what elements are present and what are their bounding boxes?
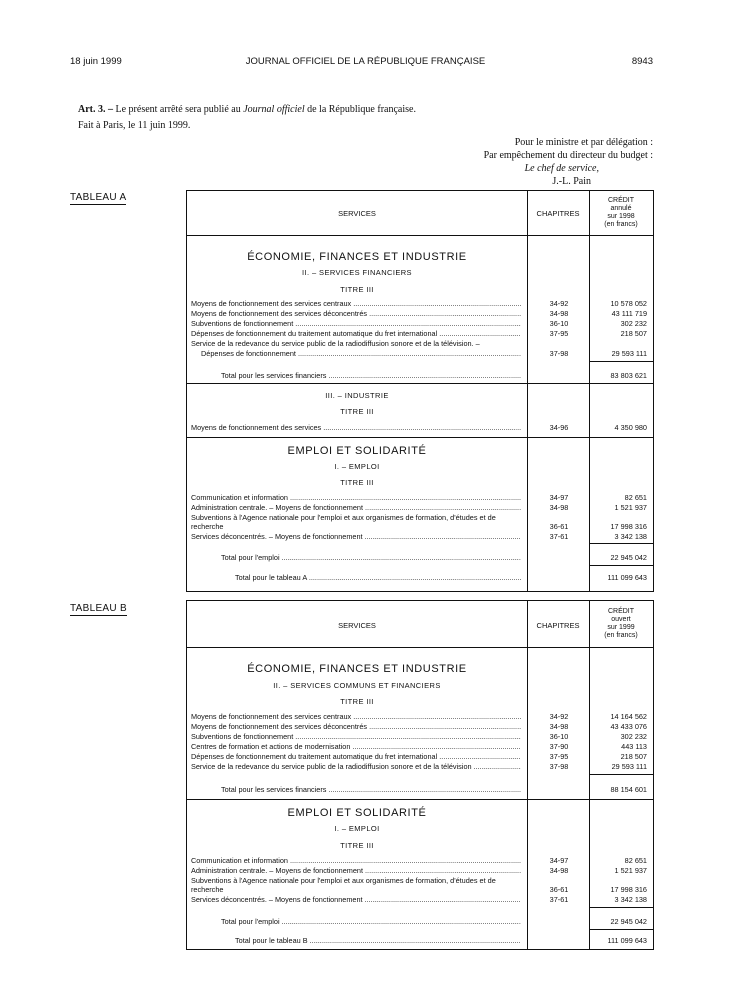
- amount-cell: 29 593 111: [611, 349, 647, 358]
- tableau-b-label: TABLEAU B: [70, 603, 127, 614]
- table-row: Subventions à l'Agence nationale pour l'emploi et aux organismes de formation, d'études et de recherche: [191, 876, 496, 894]
- section-title: II. – SERVICES COMMUNS ET FINANCIERS: [273, 681, 441, 690]
- chapter-cell: 37-61: [549, 532, 569, 541]
- total-label: Total pour les services financiers .....: [221, 785, 521, 794]
- table-row: Centres de formation et actions de modernisation .....: [191, 742, 521, 751]
- chapter-cell: 36-61: [549, 885, 569, 894]
- article-body-end: de la République française.: [307, 104, 416, 115]
- amount-cell: 17 998 316: [610, 522, 647, 531]
- amount-cell: 1 521 937: [614, 503, 647, 512]
- col-services: SERVICES: [338, 621, 376, 630]
- chapter-cell: 34-98: [549, 309, 569, 318]
- col-chapitres: CHAPITRES: [536, 209, 580, 218]
- amount-cell: 3 342 138: [614, 532, 647, 541]
- amount-cell: 218 507: [620, 752, 647, 761]
- article-body: Le présent arrêté sera publié au: [115, 104, 241, 115]
- table-row: Dépenses de fonctionnement du traitement automatique du fret international .....: [191, 329, 521, 338]
- signature-line-2: Par empêchement du directeur du budget :: [483, 150, 653, 161]
- titre-label: TITRE III: [340, 841, 374, 850]
- total-amount: 83 803 621: [610, 371, 647, 380]
- signature-block: [484, 136, 653, 188]
- grand-total-amount: 111 099 643: [607, 936, 647, 945]
- total-label: Total pour l'emploi .....: [221, 553, 521, 562]
- section-title: III. – INDUSTRIE: [325, 391, 389, 400]
- col-credit: CRÉDIT annulé sur 1998 (en francs): [604, 197, 638, 228]
- amount-cell: 82 651: [624, 493, 647, 502]
- chapter-cell: 34-92: [549, 712, 569, 721]
- total-label: Total pour les services financiers .....: [221, 371, 521, 380]
- total-amount: 22 945 042: [610, 917, 647, 926]
- chapter-cell: 37-98: [549, 349, 569, 358]
- chapter-cell: 36-61: [549, 522, 569, 531]
- titre-label: TITRE III: [340, 478, 374, 487]
- tableau-a-label: TABLEAU A: [70, 192, 127, 203]
- table-row: Communication et information .....: [191, 493, 521, 502]
- amount-cell: 10 578 052: [610, 299, 647, 308]
- table-row: Moyens de fonctionnement des services déconcentrés .....: [191, 309, 521, 318]
- article-done: Fait à Paris, le 11 juin 1999.: [78, 120, 191, 131]
- page-number: 8943: [631, 56, 653, 67]
- col-chapitres: CHAPITRES: [536, 621, 580, 630]
- amount-cell: 3 342 138: [614, 895, 647, 904]
- amount-cell: 29 593 111: [611, 762, 647, 771]
- total-label: Total pour l'emploi .....: [221, 917, 521, 926]
- chapter-cell: 36-10: [549, 732, 569, 741]
- article-text: [78, 104, 416, 115]
- col-services: SERVICES: [338, 209, 376, 218]
- amount-cell: 82 651: [624, 856, 647, 865]
- chapter-cell: 36-10: [549, 319, 569, 328]
- amount-cell: 14 164 562: [610, 712, 647, 721]
- article-journal: Journal officiel: [243, 104, 305, 115]
- amount-cell: 17 998 316: [610, 885, 647, 894]
- signature-line-3: Le chef de service,: [524, 163, 599, 174]
- table-row: Administration centrale. – Moyens de fonctionnement .....: [191, 866, 521, 875]
- chapter-cell: 37-95: [549, 752, 569, 761]
- titre-label: TITRE III: [340, 285, 374, 294]
- table-row: Moyens de fonctionnement des services .....: [191, 423, 521, 432]
- col-credit: CRÉDIT ouvert sur 1999 (en francs): [604, 608, 638, 639]
- amount-cell: 218 507: [620, 329, 647, 338]
- table-row: Service de la redevance du service public de la radiodiffusion sonore et de la télévision .....: [191, 762, 521, 771]
- table-row: Dépenses de fonctionnement du traitement automatique du fret international .....: [191, 752, 521, 761]
- chapter-cell: 34-98: [549, 866, 569, 875]
- header-date: 18 juin 1999: [70, 56, 122, 67]
- chapter-cell: 34-96: [549, 423, 569, 432]
- amount-cell: 1 521 937: [614, 866, 647, 875]
- article-label: Art. 3. –: [78, 104, 113, 115]
- table-row: Communication et information .....: [191, 856, 521, 865]
- grand-total-label: Total pour le tableau A .....: [235, 573, 521, 582]
- ministry-title: ÉCONOMIE, FINANCES ET INDUSTRIE: [247, 251, 467, 263]
- tableau-b: [186, 600, 654, 950]
- ministry-title: EMPLOI ET SOLIDARITÉ: [287, 445, 427, 457]
- tableau-a: [186, 190, 654, 592]
- titre-label: TITRE III: [340, 697, 374, 706]
- table-row: Subventions de fonctionnement .....: [191, 732, 521, 741]
- amount-cell: 443 113: [621, 742, 647, 751]
- chapter-cell: 34-98: [549, 722, 569, 731]
- table-row: Subventions à l'Agence nationale pour l'emploi et aux organismes de formation, d'études et de recherche: [191, 513, 496, 531]
- chapter-cell: 37-98: [549, 762, 569, 771]
- table-row: Service de la redevance du service public de la radiodiffusion sonore et de la télévision. –: [191, 339, 480, 348]
- chapter-cell: 34-97: [549, 856, 569, 865]
- table-row: Services déconcentrés. – Moyens de fonctionnement .....: [191, 895, 521, 904]
- chapter-cell: 34-92: [549, 299, 569, 308]
- section-title: I. – EMPLOI: [334, 824, 380, 833]
- table-row: Moyens de fonctionnement des services centraux .....: [191, 299, 521, 308]
- grand-total-label: Total pour le tableau B .....: [235, 936, 521, 945]
- grand-total-amount: 111 099 643: [607, 573, 647, 582]
- section-title: II. – SERVICES FINANCIERS: [302, 268, 412, 277]
- table-row: Moyens de fonctionnement des services déconcentrés .....: [191, 722, 521, 731]
- table-row: Moyens de fonctionnement des services centraux .....: [191, 712, 521, 721]
- amount-cell: 43 111 719: [611, 309, 647, 318]
- amount-cell: 302 232: [620, 319, 647, 328]
- total-amount: 22 945 042: [610, 553, 647, 562]
- amount-cell: 43 433 076: [610, 722, 647, 731]
- titre-label: TITRE III: [340, 407, 374, 416]
- ministry-title: EMPLOI ET SOLIDARITÉ: [287, 807, 427, 819]
- section-title: I. – EMPLOI: [334, 462, 380, 471]
- signature-name: J.-L. Pain: [552, 176, 591, 187]
- ministry-title: ÉCONOMIE, FINANCES ET INDUSTRIE: [247, 663, 467, 675]
- amount-cell: 4 350 980: [614, 423, 647, 432]
- total-amount: 88 154 601: [610, 785, 647, 794]
- table-row: Subventions de fonctionnement .....: [191, 319, 521, 328]
- chapter-cell: 34-97: [549, 493, 569, 502]
- chapter-cell: 37-90: [549, 742, 569, 751]
- signature-line-1: Pour le ministre et par délégation :: [514, 137, 653, 148]
- amount-cell: 302 232: [620, 732, 647, 741]
- chapter-cell: 37-95: [549, 329, 569, 338]
- table-row: Services déconcentrés. – Moyens de fonctionnement .....: [191, 532, 521, 541]
- table-row: Administration centrale. – Moyens de fonctionnement .....: [191, 503, 521, 512]
- table-row: Dépenses de fonctionnement .....: [201, 349, 521, 358]
- chapter-cell: 34-98: [549, 503, 569, 512]
- chapter-cell: 37-61: [549, 895, 569, 904]
- journal-title: JOURNAL OFFICIEL DE LA RÉPUBLIQUE FRANÇAISE: [245, 56, 486, 67]
